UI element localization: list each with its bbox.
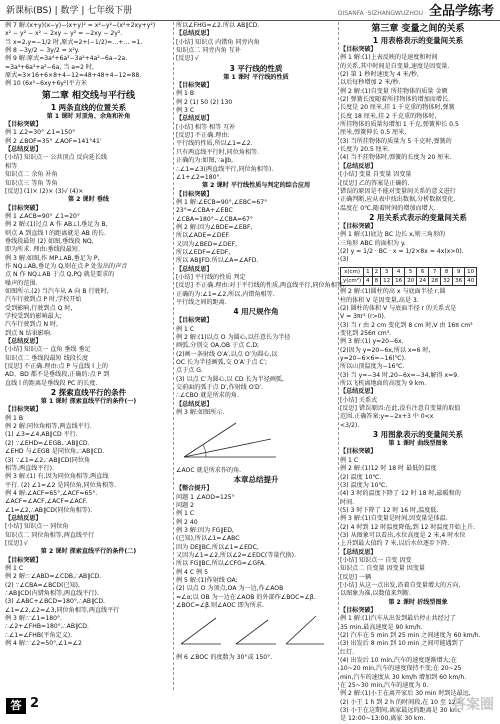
answer-line: min,汽车的速度从 30 km/h 增加到 60 km/h. bbox=[340, 673, 467, 681]
answer-line: 例 4 解:∵∠2=50°,∠1=∠2 bbox=[5, 640, 82, 648]
lesson-title: 第 2 课时 平行线性质与判定的综合应用 bbox=[201, 182, 311, 190]
answer-line: 例 3 解:如图,作 MP⊥AB,垂足为 P, bbox=[5, 254, 100, 262]
answer-line: 正确的为:∠1=∠2,所以,内错角相等. bbox=[176, 290, 275, 298]
table-cell: 3 bbox=[381, 267, 393, 276]
answer-line: ∠1=∠2,∴AB∥CD(同位角相等). bbox=[5, 506, 93, 514]
answer-line: =3a⁴+6a³+a²−6a, 当 a=2 时, bbox=[5, 63, 94, 71]
column-divider bbox=[173, 22, 174, 690]
answer-line: 所以山顶温度为−16℃. bbox=[340, 363, 405, 371]
construction-figure bbox=[176, 417, 286, 463]
answer-line: 例 2 解:(1)小王在离开家后 30 min 时到达最远, bbox=[340, 690, 471, 698]
answer-line: 所挂物体的质量每增加 1 千克,弹簧伸长 0.5 bbox=[340, 121, 459, 129]
answer-line: 知识点三 等角 等角 bbox=[5, 179, 58, 187]
column-left bbox=[5, 22, 172, 690]
answer-line: 例 1 B bbox=[176, 90, 195, 98]
answer-line: 长度为 20.5 厘米. bbox=[340, 146, 390, 154]
answer-line: 因为 DE∥BC,所以∠1=∠EDC, bbox=[176, 543, 259, 551]
answer-line: 例 2 解:(1)12 时 18 时 最低的温度 bbox=[340, 465, 437, 473]
answer-line: (3) bbox=[340, 256, 349, 264]
answer-line: (3) 从图象可以看出,水位高度是 2 米,4 时水位 bbox=[340, 531, 466, 539]
answer-line: (2) 第 1 秒时速度为 4 米/秒, bbox=[340, 71, 419, 79]
answer-line: (5) 3 时下降了 12 时 16 时,温度低. bbox=[340, 506, 439, 514]
header-right-small: DISANFA ·SIZHANGWUZHOU bbox=[337, 10, 423, 17]
answer-line: 例 2 解:(1)自变量 所挂物体的质量 金额 bbox=[340, 87, 448, 95]
table-cell: 12 bbox=[381, 276, 393, 285]
answer-line: 错误的原因是不能对变量间关系的意义进行 bbox=[340, 187, 456, 195]
answer-line: 厘米,弹簧伸长 0.5 厘米, bbox=[340, 129, 407, 137]
answer-line: 例 4 解:∠ACF=65°,∠ACF=65°. bbox=[5, 489, 98, 497]
answer-line: 汽车行驶到点 P 时,学校开始 bbox=[5, 296, 82, 304]
figure-line bbox=[286, 616, 316, 644]
answer-line: 的关系,其中时间是自变量,速度是因变量. bbox=[340, 62, 450, 70]
section-label: 【目标突破】 bbox=[5, 556, 42, 564]
answer-line: [小结] 知识点一 直角 垂线 垂足 bbox=[5, 346, 91, 354]
answer-line: 例 7 解:(x+y)(x−y)−(x+y)² = x²−y²−(x²+2xy+y²) bbox=[5, 22, 156, 29]
lesson-title: 第 2 课时 探索直线平行的条件(二) bbox=[40, 548, 137, 556]
answer-line: (4) 出发后 10 min,汽车的速度逐渐增大;在 bbox=[340, 657, 457, 665]
answer-line: 长度是 20 厘米,挂 1 千克重的物体时,弹簧 bbox=[340, 104, 455, 112]
answer-line: 例 2 40 bbox=[176, 518, 198, 526]
angle-figure bbox=[176, 610, 326, 650]
answer-line: ∴∠CBO 就是所求的角. bbox=[176, 392, 239, 400]
section-label: 【目标突破】 bbox=[340, 607, 377, 614]
section-label: 【目标突破】 bbox=[176, 190, 213, 198]
answer-line: [小结] 从这一点出发,沿着自变量增大的方向, bbox=[340, 581, 461, 589]
answer-line: 点于点 G. bbox=[176, 367, 203, 375]
lesson-title: 第 2 课时 折线型图象 bbox=[388, 598, 448, 606]
answer-line: 例 2 解:∵∠ABD=∠CDB,∴AB∥CD. bbox=[5, 573, 102, 581]
answer-line: [小结] 相等 相等 互补 bbox=[176, 123, 236, 131]
answer-line: V = 3πr² (r>0). bbox=[340, 313, 386, 321]
answer-line: 例 1 ∠ACB=90° ∠1=20° bbox=[5, 212, 80, 220]
answer-line: [反思] 乙的答案是正确的. bbox=[340, 179, 410, 187]
answer-line: 例 9 解:原式=3a⁴+6a³−3a²+4a²−6a−2a. bbox=[5, 55, 128, 63]
table-cell: 8 bbox=[372, 276, 381, 285]
answer-line: 例 1 C bbox=[176, 510, 195, 518]
answer-line: (2) ∵∠EHD=∠EGB,∴AB∥CD. bbox=[5, 439, 90, 447]
answer-line: 知识点二 垂线段最短 线段长度 bbox=[5, 354, 89, 362]
answer-line: 范围.正确答案:y=−2x+3 中 0<x bbox=[340, 413, 434, 421]
answer-line: (3) 以点 C′为圆心,以 CD 长为半径画弧, bbox=[176, 375, 284, 383]
answer-line: 原式=3×16+6×8+4−12=48+48+4−12=88. bbox=[5, 72, 142, 80]
answer-line: 10~20 min,汽车的速度保持不变;在 20~25 bbox=[340, 665, 462, 673]
answer-line: (2) 小王 1 h 到 2 h 的时间段,在 10 至 12 时 bbox=[340, 698, 464, 706]
lesson-title: 第 1 课时 对顶角、余角和补角 bbox=[46, 112, 131, 120]
section-label: 【总结反思】 bbox=[340, 388, 377, 396]
answer-line: 柱的体积 V 是因变量,高是 3. bbox=[340, 296, 419, 304]
header-right bbox=[338, 0, 494, 19]
answer-line: 例 1 B bbox=[5, 414, 24, 422]
section-label: 【目标突破】 bbox=[5, 406, 42, 414]
answer-line: (2) 温度 10℃. bbox=[340, 473, 382, 481]
answer-line: 例 2 解:因为∠BDE=∠EBF, bbox=[176, 223, 253, 231]
answer-line: 三角形 ABC 的面积为 y. bbox=[340, 239, 406, 247]
answer-line: (3) ∠ABC+∠BCD=180°,∴AB∥CD. bbox=[5, 598, 105, 606]
table-cell: 7 bbox=[429, 267, 441, 276]
section-label: 【总结反思】 bbox=[176, 400, 213, 408]
page-header bbox=[0, 0, 500, 21]
answer-line: 只有两直线平行时,同位角相等. bbox=[176, 148, 260, 156]
answer-line: ∠AOC 就是所求作的角. bbox=[176, 466, 242, 474]
answer-line: 例 2 解:(1)以点 O 为圆心,以任意长为半径 bbox=[176, 334, 291, 342]
table-cell: 28 bbox=[429, 276, 441, 285]
answer-line: 受到影响,行驶到点 Q 时, bbox=[5, 304, 73, 312]
answer-line: 上升到最大值约 7 米,以后水位逐步下降. bbox=[340, 540, 450, 548]
section-label: 【整合提升】 bbox=[176, 485, 213, 493]
answer-line: x² − y² − x² − 2xy − y² = −2xy − 2y². bbox=[5, 30, 123, 38]
answer-line: 例 1 解:(1)底边 BC 边长 x,则三角形的 bbox=[340, 231, 446, 239]
answer-line: 知识点二 同位角相等,两直线平行 bbox=[5, 531, 95, 539]
answer-line: [小结] 平行线的性质 判定 bbox=[176, 273, 246, 281]
answer-line: 变化到 256π cm³. bbox=[340, 330, 392, 337]
answer-line: ∴∠1=∠FHB(平角定义). bbox=[5, 631, 73, 639]
answer-line: [小结] 知识点 内错角 同旁内角 bbox=[176, 38, 260, 46]
answer-line: [小结] 知识点一 自变 因变 bbox=[340, 556, 412, 564]
table-cell: 6 bbox=[417, 267, 429, 276]
answer-line: ∠1+∠2=180°. bbox=[176, 173, 222, 181]
chapter-title: 第二章 相交线与平行线 bbox=[41, 90, 136, 101]
section-title: 1 两条直线的位置关系 bbox=[50, 102, 127, 112]
answer-line: 所以∠EDF=∠EDF, bbox=[176, 248, 231, 256]
answer-line: ∠BOC=∠β.则∠AOC 即为所求. bbox=[176, 601, 264, 609]
answer-line: 直线 l 的距离是垂线段 PC 的长度. bbox=[5, 379, 98, 387]
answer-line: 例 1 解:(1)上表反映的是速度和时间 bbox=[340, 54, 438, 62]
answer-line: [小结] 关系式 bbox=[340, 396, 378, 404]
answer-line: 以后每秒增加 2 米/秒. bbox=[340, 79, 401, 87]
answer-line: 平行线的性质,所以∠1=∠2. bbox=[176, 140, 253, 148]
section-title: 2 用关系式表示的变量间关系 bbox=[369, 212, 467, 222]
answer-line: 红灯. bbox=[340, 648, 355, 656]
table-cell: 20 bbox=[405, 276, 417, 285]
answer-line: 当 x=2,y=−1/2 时,原式=2+(−1/2)=…+… =1. bbox=[5, 38, 143, 46]
answer-line: 温度在 0℃,随着时间的增加而增大. bbox=[340, 204, 436, 212]
table-cell: 36 bbox=[453, 276, 465, 285]
answer-line: [反思] 不正确.理由:对于平行线的性质,两直线平行,同位角相等. bbox=[176, 282, 345, 290]
answer-line: 汽车行驶到点 N 时, bbox=[5, 321, 59, 329]
answer-line: (3) 当所挂物体的质量为 5 千克时,弹簧的 bbox=[340, 137, 452, 145]
section-label: 【目标突破】 bbox=[5, 204, 42, 212]
answer-line: OC 长为半径画弧,交 O′A′于点 C′; bbox=[176, 359, 268, 367]
answer-line: ∠EHD 与∠EGB 是同位角,∴AB∥CD. bbox=[5, 448, 105, 456]
answer-line: (2) 弹簧长度随着所挂物体的增加而增长. bbox=[340, 96, 451, 104]
brand-title: 全品学练考 bbox=[428, 4, 494, 19]
answer-line: (3) 当 y=−34 时,20−6x=−34,解得 x=9. bbox=[340, 371, 460, 379]
answer-line: [小结] 变量 自变量 因变量 bbox=[340, 171, 412, 179]
answer-line: 又因为∠BED=∠DEF, bbox=[176, 240, 238, 248]
answer-line: [小结] 知识点一 同位角 bbox=[5, 523, 69, 531]
figure-line bbox=[181, 618, 216, 644]
answer-line: AD、BD 都不是垂线段,正确的:点 P 到 bbox=[5, 371, 110, 379]
column-divider bbox=[338, 22, 339, 690]
figure-line bbox=[236, 620, 268, 644]
answer-line: 例 2 ∠BOF=35° ∠AOF=141°41′ bbox=[5, 137, 102, 145]
table-cell: x(cm) bbox=[341, 267, 364, 276]
answer-line: 例 2 解:(1)圆柱的高 x 与底面半径 r,圆 bbox=[340, 288, 446, 296]
section-title: 1 用表格表示的变量间关系 bbox=[372, 36, 464, 45]
section-label: 【目标突破】 bbox=[340, 222, 377, 230]
section-label: 【目标突破】 bbox=[340, 448, 377, 456]
answer-line: 又因为∠1=∠2,所以∠2=∠EDC(等量代换). bbox=[176, 551, 296, 559]
answer-line: 例 2 解:(1)过点 A 作 AB⊥l,垂足为 B, bbox=[5, 221, 108, 229]
section-label: 【总结反思】 bbox=[5, 146, 42, 154]
answer-line: 例 10 (6x²−6xy+6y²)平方米 bbox=[5, 80, 87, 88]
answer-line: 例 3 解:(1) 有,因为同位角相等,两直线 bbox=[5, 473, 109, 481]
section-label: 【总结反思】 bbox=[176, 265, 213, 273]
answer-line: ∴AB∥CD(内错角相等,两直线平行). bbox=[5, 590, 99, 597]
section-label: 【目标突破】 bbox=[5, 121, 42, 129]
watermark: 答案圈 bbox=[452, 697, 494, 713]
answer-line: [反思] √ bbox=[176, 55, 199, 63]
answer-line: (2) 以点 O 为顶点,OA 为一边,作∠AOB bbox=[176, 585, 284, 593]
page-number: 2 bbox=[30, 696, 40, 711]
answer-line: 知识点二 余角 补角 bbox=[5, 171, 58, 179]
section-label: 【总结反思】 bbox=[340, 162, 377, 170]
answer-line: (2) ∵∠CBA=∠BCD(已知), bbox=[5, 581, 80, 589]
answer-line: (4) 3 时的温度下降了 12 时 18 时,最暖和的 bbox=[340, 490, 461, 498]
answer-line: 例 4 C 例 5 bbox=[176, 568, 208, 576]
answer-line: 所以∠ADE=∠DEF. bbox=[176, 232, 230, 240]
answer-line: (2) 汽车在 5 min 到 25 min 之间速度为 60 km/h. bbox=[340, 632, 481, 640]
section-label: 【目标突破】 bbox=[176, 317, 213, 325]
answer-line: 画弧,分别交 OA,OB 于点 C,D; bbox=[176, 342, 260, 350]
answer-line: 例 1 解:(1)汽车从出发到最后停止共经过了 bbox=[340, 615, 456, 623]
answer-line: (2)画一条射线 O′A′,以点 O′为圆心,以 bbox=[176, 350, 278, 358]
answer-line: 例 8 −3y/2 − 3y/2 = x²y. bbox=[5, 47, 80, 55]
header-left: 新课标(BS) | 数学 | 七年级下册 bbox=[6, 6, 133, 16]
table-row bbox=[341, 276, 477, 285]
lesson-title: 第 2 课时 垂线 bbox=[67, 196, 110, 204]
table-cell: 4 bbox=[393, 267, 405, 276]
answer-line: 正确的为:如图,∵a∥b, bbox=[176, 157, 234, 165]
section-title: 3 用图象表示的变量间关系 bbox=[372, 430, 464, 440]
answer-line: 以图象为准,以数值来判断. bbox=[340, 590, 411, 598]
section-label: 【总结反思】 bbox=[176, 115, 213, 123]
table-cell: 5 bbox=[405, 267, 417, 276]
section-title: 3 平行线的性质 bbox=[229, 63, 283, 73]
answer-line: (4) 当不挂物体时,弹簧的长度为 20 厘米. bbox=[340, 154, 452, 162]
answer-line: 长度 18 厘米,挂 2 千克重的物体时, bbox=[340, 112, 437, 120]
table-cell: 1 bbox=[364, 267, 373, 276]
lesson-title: 第 1 课时 曲线型图象 bbox=[388, 440, 448, 448]
section-label: 【总结反思】 bbox=[176, 30, 213, 38]
table-cell: 2 bbox=[372, 267, 381, 276]
answer-line: 例 3 C bbox=[176, 107, 195, 115]
answer-line: 例 1 C bbox=[176, 325, 195, 333]
answer-line: 例 2 (1) 50 (2) 130 bbox=[176, 98, 233, 106]
answer-line: 例 1 C bbox=[340, 456, 359, 464]
answer-line: (1) ∠3=∠4,AB∥CD 平行. bbox=[5, 431, 78, 439]
answer-line: 如图所示.(2) 当汽车从 A 向 B 行驶时, bbox=[5, 287, 109, 295]
value-table bbox=[340, 267, 477, 287]
table-cell: 8 bbox=[441, 267, 453, 276]
answer-line: (2) y = 1/2 · BC · x = 1/2×8x = 4x(x>0). bbox=[340, 247, 464, 255]
answer-line: 例 3 解:(1) y=20−6x. bbox=[340, 338, 404, 346]
figure-arc bbox=[203, 445, 206, 457]
section-label: 【总结反思】 bbox=[5, 338, 42, 346]
table-cell: y(cm²) bbox=[341, 276, 364, 285]
answer-line: 平行线之间的距离. bbox=[176, 299, 227, 306]
answer-line: 所以飞机离地面的高度为 9 km. bbox=[340, 380, 427, 388]
answer-line: 所以∠FHG=∠2.所以 AB∥CD. bbox=[176, 22, 260, 29]
answer-line: ∠1=∠2,∠2=∠3,同位角相等,两直线平行 bbox=[5, 606, 120, 614]
answer-line: (3) ∵∠1=∠2,∴AB∥CD(同位角 bbox=[5, 456, 91, 464]
answer-line: [反思] √ bbox=[5, 539, 28, 547]
table-cell: 16 bbox=[393, 276, 405, 285]
section-label: 【目标突破】 bbox=[340, 46, 377, 53]
table-cell: 24 bbox=[417, 276, 429, 285]
table-cell: 4 bbox=[364, 276, 373, 285]
answer-line: 所以 AB∥FD.所以∠A=∠AFD. bbox=[176, 257, 259, 265]
section-title: 2 探索直线平行的条件 bbox=[50, 388, 127, 398]
answer-line: 交前面的弧于点 D′,作射线 O′D′. bbox=[176, 384, 264, 392]
answer-line: 噪声的范围. bbox=[5, 279, 38, 287]
section-title: 本章总结提升 bbox=[233, 475, 279, 485]
answer-line: 点 N 作 NQ⊥AB 于点 Q,PQ 就是要求的 bbox=[5, 271, 115, 279]
answer-line: ∴∠1=∠3(两直线平行,同位角相等). bbox=[176, 165, 274, 173]
chapter-title: 第三章 变量之间的关系 bbox=[371, 24, 465, 34]
answer-line: [反思] 不正确.理由: bbox=[176, 132, 230, 140]
answer-line: ∴∠2+∠FHB=180°,∴AB∥CD. bbox=[5, 623, 89, 631]
answer-line: 时间. bbox=[340, 498, 355, 506]
answer-line: ∠ACF=∠ACF,∠ACF=∠ACF. bbox=[5, 498, 88, 506]
answer-line: 即为所求. 理由:垂线段最短. bbox=[5, 246, 80, 254]
page-footer bbox=[0, 692, 500, 720]
answer-line: 平行. (2) ∠1=∠2 是同位角,同位角相等. bbox=[5, 481, 117, 489]
answer-line: 学校受到的影响最大; bbox=[5, 313, 62, 320]
answer-line: (已知),所以∠1=∠ABC bbox=[176, 535, 240, 543]
answer-line: (3) 温度为 10℃. bbox=[340, 481, 388, 489]
answer-line: 相等,两直线平行). bbox=[5, 464, 54, 472]
answer-line: 23°=∠CBA+∠EBC bbox=[176, 207, 233, 215]
table-cell: 9 bbox=[453, 267, 465, 276]
section-title: 4 用尺规作角 bbox=[233, 307, 279, 317]
answer-line: 正确判断,应从表中找出数据,分析数据变化. bbox=[340, 196, 456, 204]
answer-line: 例 3 解:如图所示. bbox=[176, 409, 225, 417]
section-label: 【总结反思】 bbox=[5, 514, 42, 522]
answer-line: 相等 bbox=[5, 162, 18, 170]
answer-line: 问题 1 ∠AOD=125° bbox=[176, 493, 235, 501]
answer-line: (3) 小王在这期间,离家最远的距离是 30 km, bbox=[340, 707, 461, 715]
answer-line: 则点 A 到直线 l 的距离就是 AB 的长. bbox=[5, 229, 106, 237]
answer-line: 例 1 C bbox=[5, 564, 24, 572]
table-row bbox=[341, 267, 477, 276]
answer-line: ∠CBA=180°−∠CBA=67° bbox=[176, 215, 253, 223]
table-cell: 10 bbox=[465, 267, 477, 276]
answer-line: y=20−6×6=−16(℃). bbox=[340, 355, 406, 363]
table-cell: 40 bbox=[465, 276, 477, 285]
answer-line: 所以 FG∥BC,所以∠CFG=∠GFA. bbox=[176, 560, 267, 568]
section-label: 【总结反思】 bbox=[340, 548, 377, 556]
column-middle bbox=[176, 22, 345, 690]
answer-line: 问题 2 bbox=[176, 501, 195, 509]
answer-line: 是 12:00~13:00,离家 30 km. bbox=[340, 715, 426, 723]
answer-line: (2)因为 y=20−6x,所以 x=6 时, bbox=[340, 346, 431, 354]
answer-line: 在 25~30 min,汽车的速度为 0. bbox=[340, 682, 429, 690]
answer-line: 例 6 ∠BOC 的度数为 30°或 150°. bbox=[176, 653, 273, 661]
section-label: 【目标突破】 bbox=[176, 82, 213, 90]
answer-line: 例 5 解:(1)作射线 OA; bbox=[176, 576, 238, 584]
answer-line: <3/2). bbox=[340, 421, 360, 429]
answer-line: 知识点二 同旁内角 互补 bbox=[176, 47, 241, 55]
answer-line: (2) 4 时到 12 时温度降低,到 12 时温度开始上升. bbox=[340, 523, 475, 531]
answer-line: 知识点二 自变量 因变量 因变量 bbox=[340, 565, 426, 573]
answer-line: 例 3 解:(1)自变量是时间,因变量是体温. bbox=[340, 515, 448, 523]
table-cell: 32 bbox=[441, 276, 453, 285]
answer-badge: 答 bbox=[6, 698, 26, 714]
answer-line: 35 min,最高速度是 90 km/h. bbox=[340, 623, 423, 631]
answer-line: =∠α;以 OB 为一边在∠AOB 的外部作∠BOC=∠β. bbox=[176, 593, 316, 601]
answer-line: 例 1 解:∠ECB=90°,∠EBC=67° bbox=[176, 198, 268, 206]
answer-line: 例 2 解:同位角相等,两直线平行. bbox=[5, 423, 92, 431]
answer-line: [反思] 一辆 bbox=[340, 573, 372, 581]
answer-line: (2) 圆柱的体积 V 与底面半径 r 的关系式是 bbox=[340, 304, 457, 312]
answer-line: [反思] (1)× (2)× (3)√ (4)× bbox=[5, 187, 84, 195]
answer-line: (3) 当 r 由 2 cm 变化到 8 cm 时,V 由 16π cm³ bbox=[340, 321, 473, 329]
answer-line: [反思] 不正确.理由:点 P 与直线 l 上的 bbox=[5, 363, 109, 371]
answer-line: 例 3 解:因为 FG∥ED, bbox=[176, 526, 234, 534]
answer-line: (3) 出发后 8 min 到 10 min 之间可能遇到了 bbox=[340, 640, 464, 648]
answer-line: 到点 N 结束影响. bbox=[5, 329, 52, 337]
answer-line: 例 1 ∠2=30° ∠1=150° bbox=[5, 129, 76, 137]
lesson-title: 第 1 课时 探索直线平行的条件(一) bbox=[40, 398, 137, 406]
answer-line: 例 3 解:∵∠1=180°. bbox=[5, 615, 62, 623]
answer-line: [小结] 知识点一 公共顶点 反向延长线 bbox=[5, 154, 107, 162]
answer-line: [反思] 错误原因:在此,没有注意自变量的取值 bbox=[340, 405, 461, 413]
lesson-title: 第 1 课时 平行线的性质 bbox=[223, 73, 289, 81]
answer-line: 作 NQ⊥AB,垂足为 Q,则在点 P 处发出的声音 bbox=[5, 262, 128, 270]
answer-line: 垂线段最短 (2) 如图,垂线段 NQ, bbox=[5, 237, 94, 245]
